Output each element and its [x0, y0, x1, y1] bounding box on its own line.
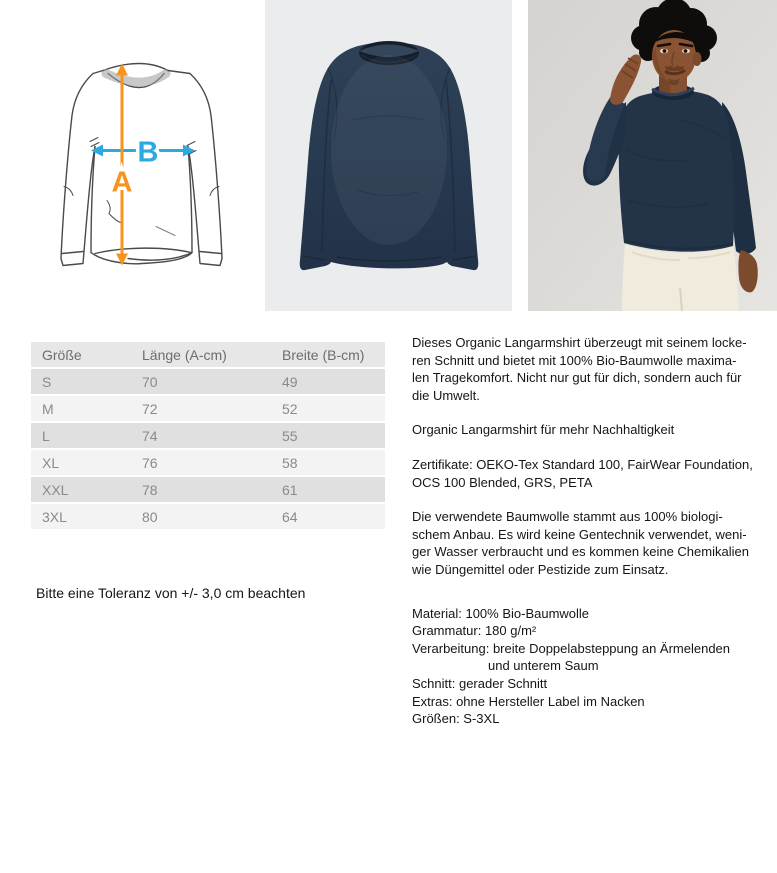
- column-header-width: Breite (B-cm): [282, 342, 385, 369]
- product-photo-svg: [265, 0, 512, 311]
- description-specs: [412, 605, 774, 728]
- flat-shirt-illustration: [300, 41, 479, 270]
- cell-length: 80: [142, 504, 282, 531]
- width-arrow-b: [91, 137, 195, 169]
- length-label-a: A: [111, 166, 133, 199]
- cell-width: 64: [282, 504, 385, 531]
- table-row: [31, 450, 385, 477]
- cell-size: M: [31, 396, 142, 423]
- cell-width: 52: [282, 396, 385, 423]
- column-header-length: Länge (A-cm): [142, 342, 282, 369]
- cell-width: 55: [282, 423, 385, 450]
- size-diagram-image[interactable]: [0, 0, 264, 311]
- cell-length: 78: [142, 477, 282, 504]
- table-row: [31, 504, 385, 531]
- length-arrow-a: [112, 64, 133, 266]
- size-diagram-svg: [0, 0, 264, 311]
- description-tagline: Organic Langarmshirt für mehr Nachhaltigkeit: [412, 422, 675, 438]
- cell-width: 58: [282, 450, 385, 477]
- model-photo-svg: [528, 0, 777, 311]
- cell-length: 76: [142, 450, 282, 477]
- table-row: [31, 423, 385, 450]
- cell-length: 72: [142, 396, 282, 423]
- width-label-b: B: [137, 136, 159, 169]
- cell-length: 74: [142, 423, 282, 450]
- tolerance-note: Bitte eine Toleranz von +/- 3,0 cm beachten: [36, 585, 306, 601]
- cell-width: 61: [282, 477, 385, 504]
- product-description: [412, 334, 774, 728]
- table-row: [31, 369, 385, 396]
- spec-finishing: Verarbeitung: breite Doppelabsteppung an Ärmelenden: [412, 640, 731, 656]
- size-table-header-row: [31, 342, 385, 369]
- column-header-size: Größe: [31, 342, 142, 369]
- table-row: [31, 477, 385, 504]
- spec-extras: Extras: ohne Hersteller Label im Nacken: [412, 693, 645, 709]
- cell-size: XXL: [31, 477, 142, 504]
- spec-grammage: Grammatur: 180 g/m²: [412, 623, 537, 639]
- spec-sizes: Größen: S-3XL: [412, 711, 500, 727]
- size-table: [31, 342, 385, 531]
- description-cotton: Die verwendete Baumwolle stammt aus 100% biologi- schem Anbau. Es wird keine Gentechnik verwendet, weni- ger Wasser verbraucht und es kommen keine Chemikalien wie Düngemittel oder Pestizide zum Einsatz.: [412, 509, 749, 577]
- cell-width: 49: [282, 369, 385, 396]
- product-photo[interactable]: [265, 0, 512, 311]
- model-photo[interactable]: [528, 0, 777, 311]
- spec-finishing-cont: und unterem Saum: [488, 658, 599, 674]
- cell-size: 3XL: [31, 504, 142, 531]
- cell-size: S: [31, 369, 142, 396]
- description-certificates: Zertifikate: OEKO-Tex Standard 100, FairWear Foundation, OCS 100 Blended, GRS, PETA: [412, 456, 753, 490]
- spec-material: Material: 100% Bio-Baumwolle: [412, 605, 590, 621]
- cell-size: L: [31, 423, 142, 450]
- cell-size: XL: [31, 450, 142, 477]
- cell-length: 70: [142, 369, 282, 396]
- table-row: [31, 396, 385, 423]
- spec-cut: Schnitt: gerader Schnitt: [412, 675, 548, 691]
- description-intro: Dieses Organic Langarmshirt überzeugt mit seinem locke- ren Schnitt und bietet mit 100% Bio-Baumwolle maxima- len Tragekomfort. Nicht nur gut für dich, sondern auch für die Umwelt.: [412, 335, 747, 403]
